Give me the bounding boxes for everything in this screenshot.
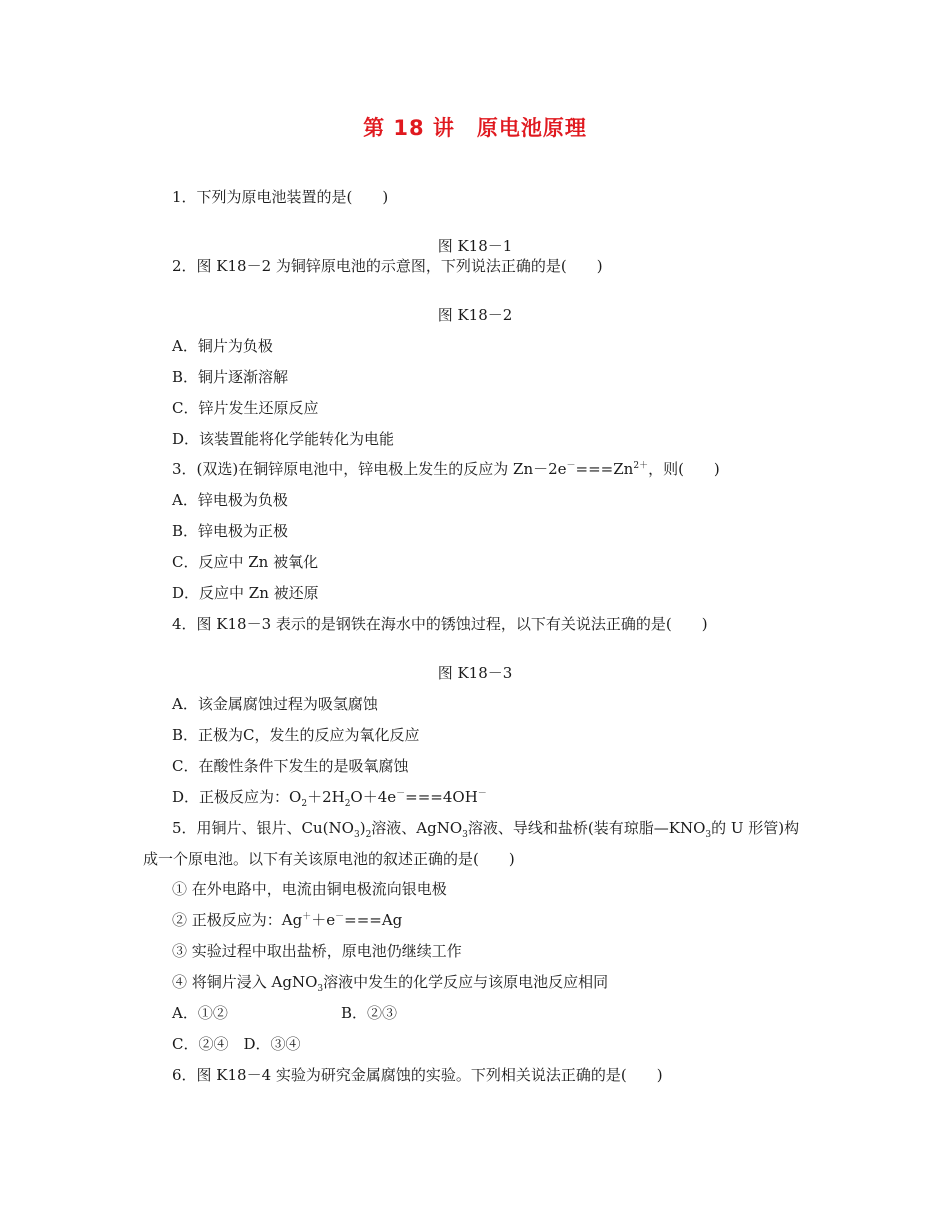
question-6-stem: 6．图 K18－4 实验为研究金属腐蚀的实验。下列相关说法正确的是( ) (172, 1066, 663, 1084)
question-5-option-cd: C．②④ D．③④ (172, 1035, 301, 1053)
question-5-statement-1: ① 在外电路中，电流由铜电极流向银电极 (172, 880, 447, 898)
question-2-option-d: D．该装置能将化学能转化为电能 (172, 430, 395, 448)
question-3-option-c: C．反应中 Zn 被氧化 (172, 553, 319, 571)
question-3-option-a: A．锌电极为负极 (172, 491, 288, 509)
question-2-option-c: C．锌片发生还原反应 (172, 399, 319, 417)
question-5-option-a: A．①② (172, 1004, 228, 1022)
question-2-stem: 2．图 K18－2 为铜锌原电池的示意图，下列说法正确的是( ) (172, 257, 603, 275)
question-4-option-a: A．该金属腐蚀过程为吸氢腐蚀 (172, 695, 378, 713)
question-2-option-a: A．铜片为负极 (172, 337, 273, 355)
question-4-option-d: D．正极反应为：$O_2+2H_2O+4e^-===4OH^-$ (172, 788, 487, 809)
question-4-option-b: B．正极为C，发生的反应为氧化反应 (172, 726, 420, 744)
question-5-statement-4: ④ 将铜片浸入 AgNO$_3$溶液中发生的化学反应与该原电池反应相同 (172, 973, 609, 994)
question-3-option-d: D．反应中 Zn 被还原 (172, 584, 319, 602)
question-3-stem: 3．(双选)在铜锌原电池中，锌电极上发生的反应为 $Zn-2e^-===Zn^{2+}$，则( ) (172, 460, 720, 478)
figure-caption-k18-3: 图 K18－3 (437, 664, 513, 682)
question-2-option-b: B．铜片逐渐溶解 (172, 368, 289, 386)
question-5-stem-line-2: 成一个原电池。以下有关该原电池的叙述正确的是( ) (143, 850, 515, 868)
figure-caption-k18-2: 图 K18－2 (437, 306, 513, 324)
question-4-option-c: C．在酸性条件下发生的是吸氧腐蚀 (172, 757, 409, 775)
question-5-statement-2: ② 正极反应为：Ag＋＋e－===Ag (172, 911, 403, 929)
question-5-option-b: B．②③ (341, 1004, 398, 1022)
page-title: 第 18 讲 原电池原理 (363, 116, 587, 140)
question-3-option-b: B．锌电极为正极 (172, 522, 289, 540)
question-5-stem-line-1: 5．用铜片、银片、$Cu(NO_3)_2$溶液、AgNO$_3$溶液、导线和盐桥(装有琼脂$—KNO_3$的 U 形管)构 (172, 819, 800, 840)
question-5-statement-3: ③ 实验过程中取出盐桥，原电池仍继续工作 (172, 942, 462, 960)
question-1-stem: 1．下列为原电池装置的是( ) (172, 188, 389, 206)
question-4-stem: 4．图 K18－3 表示的是钢铁在海水中的锈蚀过程，以下有关说法正确的是( ) (172, 615, 708, 633)
figure-caption-k18-1: 图 K18－1 (437, 237, 513, 255)
